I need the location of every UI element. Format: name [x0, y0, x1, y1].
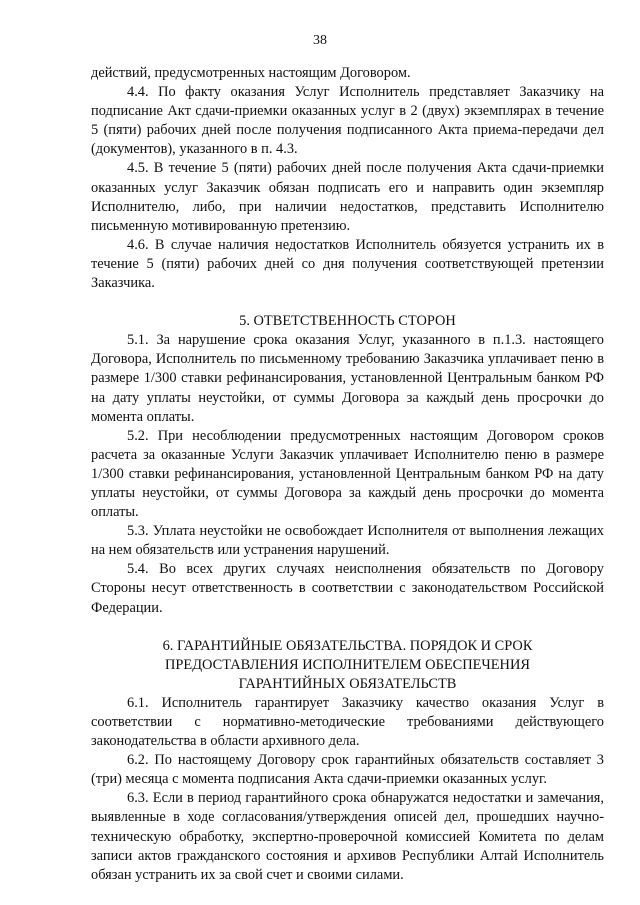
paragraph-5-1: 5.1. За нарушение срока оказания Услуг, указанного в п.1.3. настоящего Договора, Исполнитель по письменному требованию Заказчика уплачивает пеню в размере 1/300 ставки рефинансирования, установленной Центральным банком РФ на дату уплаты неустойки, от суммы Договора за каждый день просрочки до момента оплаты.: [91, 332, 604, 425]
section-6-title-line: ПРЕДОСТАВЛЕНИЯ ИСПОЛНИТЕЛЕМ ОБЕСПЕЧЕНИЯ: [165, 656, 530, 673]
paragraph-continuation: действий, предусмотренных настоящим Договором.: [91, 65, 411, 81]
section-5-title: 5. ОТВЕТСТВЕННОСТЬ СТОРОН: [239, 313, 456, 330]
spacer: [91, 293, 604, 312]
paragraph-4-5: 4.5. В течение 5 (пяти) рабочих дней после получения Акта сдачи-приемки оказанных услуг Заказчик обязан подписать его и направить один экземпляр Исполнителю, либо, при наличии недостатков, представить Исполнителю письменную мотивированную претензию.: [91, 160, 604, 234]
paragraph-5-4: 5.4. Во всех других случаях неисполнения обязательств по Договору Стороны несут ответственность в соответствии с законодательством Российской Федерации.: [91, 561, 604, 616]
paragraph-5-3: 5.3. Уплата неустойки не освобождает Исполнителя от выполнения лежащих на нем обязательств или устранения нарушений.: [91, 523, 604, 559]
page-number: 38: [313, 33, 327, 48]
paragraph-6-2: 6.2. По настоящему Договору срок гарантийных обязательств составляет 3 (три) месяца с момента подписания Акта сдачи-приемки оказанных услуг.: [91, 752, 604, 788]
section-6-title-line: 6. ГАРАНТИЙНЫЕ ОБЯЗАТЕЛЬСТВА. ПОРЯДОК И СРОК: [162, 637, 533, 654]
section-6-title-line: ГАРАНТИЙНЫХ ОБЯЗАТЕЛЬСТВ: [238, 675, 457, 692]
spacer: [91, 618, 604, 637]
section-6-title: [91, 637, 604, 694]
paragraph-4-4: 4.4. По факту оказания Услуг Исполнитель представляет Заказчику на подписание Акт сдачи-приемки оказанных услуг в 2 (двух) экземплярах в течение 5 (пяти) рабочих дней после получения подписанного Акта приема-передачи дел (документов), указанного в п. 4.3.: [91, 84, 604, 158]
paragraph-6-1: 6.1. Исполнитель гарантирует Заказчику качество оказания Услуг в соответствии с нормативно-методические требованиями действующего законодательства в области архивного дела.: [91, 694, 604, 750]
paragraph-4-6: 4.6. В случае наличия недостатков Исполнитель обязуется устранить их в течение 5 (пяти) рабочих дней со дня получения соответствующей претензии Заказчика.: [91, 236, 604, 292]
paragraph-6-3: 6.3. Если в период гарантийного срока обнаружатся недостатки и замечания, выявленные в ходе согласования/утверждения описей дел, прошедших научно-техническую обработку, экспертно-проверочной комиссией Комитета по делам записи актов гражданского состояния и архивов Республики Алтай Исполнитель обязан устранить их за свой счет и своими силами.: [91, 790, 604, 883]
document-body: [91, 64, 604, 885]
paragraph-5-2: 5.2. При несоблюдении предусмотренных настоящим Договором сроков расчета за оказанные Услуги Заказчик уплачивает Исполнителю пеню в размере 1/300 ставки рефинансирования, установленной Центральным банком РФ на дату уплаты неустойки, от суммы Договора за каждый день просрочки до момента оплаты.: [91, 427, 604, 521]
